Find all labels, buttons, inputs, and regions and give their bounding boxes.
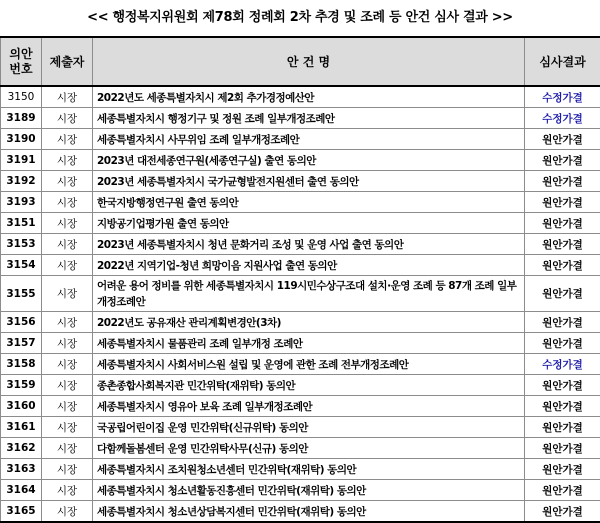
bill-number-cell: 3161 — [1, 417, 42, 438]
bill-title-cell: 국공립어린이집 운영 민간위탁(신규위탁) 동의안 — [93, 417, 525, 438]
result-cell: 원안가결 — [525, 171, 600, 192]
table-row — [1, 438, 600, 459]
result-cell: 원안가결 — [525, 333, 600, 354]
page-title: << 행정복지위원회 제78회 정례회 2차 추경 및 조례 등 안건 심사 결과 >> — [0, 0, 600, 36]
bill-number-cell: 3155 — [1, 276, 42, 312]
result-cell: 원안가결 — [525, 312, 600, 333]
result-cell: 원안가결 — [525, 276, 600, 312]
submitter-cell: 시장 — [42, 438, 93, 459]
bill-title-cell: 세종특별자치시 조치원청소년센터 민간위탁(재위탁) 동의안 — [93, 459, 525, 480]
submitter-cell: 시장 — [42, 213, 93, 234]
bill-number-cell: 3157 — [1, 333, 42, 354]
result-cell: 원안가결 — [525, 375, 600, 396]
bill-title-cell: 세종특별자치시 사무위임 조례 일부개정조례안 — [93, 129, 525, 150]
submitter-cell: 시장 — [42, 255, 93, 276]
bill-number-cell: 3160 — [1, 396, 42, 417]
result-cell: 원안가결 — [525, 480, 600, 501]
bill-number-cell: 3165 — [1, 501, 42, 523]
bill-number-cell: 3164 — [1, 480, 42, 501]
submitter-cell: 시장 — [42, 108, 93, 129]
bill-number-cell: 3153 — [1, 234, 42, 255]
table-row — [1, 459, 600, 480]
bill-title-cell: 세종특별자치시 청소년상담복지센터 민간위탁(재위탁) 동의안 — [93, 501, 525, 523]
bill-number-cell: 3159 — [1, 375, 42, 396]
submitter-cell: 시장 — [42, 501, 93, 523]
bill-number-cell: 3150 — [1, 86, 42, 108]
table-row — [1, 171, 600, 192]
result-cell: 원안가결 — [525, 150, 600, 171]
table-row — [1, 312, 600, 333]
table-row — [1, 213, 600, 234]
bill-number-cell: 3151 — [1, 213, 42, 234]
bill-number-cell: 3192 — [1, 171, 42, 192]
bill-title-cell: 세종특별자치시 물품관리 조례 일부개정 조례안 — [93, 333, 525, 354]
bill-title-cell: 어려운 용어 정비를 위한 세종특별자치시 119시민수상구조대 설치·운영 조례 등 87개 조례 일부개정조례안 — [93, 276, 525, 312]
bill-number-cell: 3162 — [1, 438, 42, 459]
result-cell: 원안가결 — [525, 459, 600, 480]
header-bill-number — [1, 37, 42, 86]
header-bill-number-line2: 번호 — [9, 62, 32, 76]
header-result: 심사결과 — [525, 37, 600, 86]
result-cell: 원안가결 — [525, 417, 600, 438]
table-row — [1, 234, 600, 255]
bill-number-cell: 3156 — [1, 312, 42, 333]
submitter-cell: 시장 — [42, 417, 93, 438]
submitter-cell: 시장 — [42, 480, 93, 501]
submitter-cell: 시장 — [42, 171, 93, 192]
bill-title-cell: 종촌종합사회복지관 민간위탁(재위탁) 동의안 — [93, 375, 525, 396]
table-row — [1, 150, 600, 171]
submitter-cell: 시장 — [42, 150, 93, 171]
result-cell: 원안가결 — [525, 213, 600, 234]
submitter-cell: 시장 — [42, 459, 93, 480]
result-cell: 수정가결 — [525, 108, 600, 129]
table-header-row — [1, 37, 600, 86]
submitter-cell: 시장 — [42, 234, 93, 255]
result-cell: 수정가결 — [525, 86, 600, 108]
header-bill-number-line1: 의안 — [9, 47, 32, 61]
result-cell: 원안가결 — [525, 255, 600, 276]
bill-title-cell: 2022년도 공유재산 관리계획변경안(3차) — [93, 312, 525, 333]
submitter-cell: 시장 — [42, 86, 93, 108]
header-submitter: 제출자 — [42, 37, 93, 86]
table-row — [1, 354, 600, 375]
result-cell: 원안가결 — [525, 234, 600, 255]
bill-number-cell: 3158 — [1, 354, 42, 375]
submitter-cell: 시장 — [42, 375, 93, 396]
submitter-cell: 시장 — [42, 333, 93, 354]
submitter-cell: 시장 — [42, 312, 93, 333]
bill-title-cell: 2023년 세종특별자치시 청년 문화거리 조성 및 운영 사업 출연 동의안 — [93, 234, 525, 255]
bill-title-cell: 세종특별자치시 영유아 보육 조례 일부개정조례안 — [93, 396, 525, 417]
table-row — [1, 375, 600, 396]
submitter-cell: 시장 — [42, 276, 93, 312]
table-row — [1, 396, 600, 417]
result-cell: 수정가결 — [525, 354, 600, 375]
bill-number-cell: 3190 — [1, 129, 42, 150]
table-row — [1, 417, 600, 438]
bill-title-cell: 한국지방행정연구원 출연 동의안 — [93, 192, 525, 213]
bill-number-cell: 3154 — [1, 255, 42, 276]
results-table — [0, 36, 600, 523]
bill-title-cell: 다함께돌봄센터 운영 민간위탁사무(신규) 동의안 — [93, 438, 525, 459]
bill-title-cell: 2023년 세종특별자치시 국가균형발전지원센터 출연 동의안 — [93, 171, 525, 192]
result-cell: 원안가결 — [525, 501, 600, 523]
submitter-cell: 시장 — [42, 192, 93, 213]
bill-title-cell: 2022년 지역기업-청년 희망이음 지원사업 출연 동의안 — [93, 255, 525, 276]
table-row — [1, 276, 600, 312]
table-row — [1, 86, 600, 108]
submitter-cell: 시장 — [42, 354, 93, 375]
table-row — [1, 192, 600, 213]
bill-number-cell: 3191 — [1, 150, 42, 171]
bill-title-cell: 지방공기업평가원 출연 동의안 — [93, 213, 525, 234]
bill-title-cell: 2023년 대전세종연구원(세종연구실) 출연 동의안 — [93, 150, 525, 171]
bill-title-cell: 세종특별자치시 청소년활동진흥센터 민간위탁(재위탁) 동의안 — [93, 480, 525, 501]
bill-number-cell: 3163 — [1, 459, 42, 480]
bill-title-cell: 세종특별자치시 사회서비스원 설립 및 운영에 관한 조례 전부개정조례안 — [93, 354, 525, 375]
result-cell: 원안가결 — [525, 438, 600, 459]
result-cell: 원안가결 — [525, 192, 600, 213]
table-row — [1, 501, 600, 523]
result-cell: 원안가결 — [525, 396, 600, 417]
table-row — [1, 480, 600, 501]
result-cell: 원안가결 — [525, 129, 600, 150]
bill-title-cell: 세종특별자치시 행정기구 및 정원 조례 일부개정조례안 — [93, 108, 525, 129]
table-row — [1, 129, 600, 150]
table-row — [1, 108, 600, 129]
header-title: 안 건 명 — [93, 37, 525, 86]
table-body — [1, 86, 600, 522]
table-row — [1, 333, 600, 354]
submitter-cell: 시장 — [42, 396, 93, 417]
bill-number-cell: 3189 — [1, 108, 42, 129]
table-row — [1, 255, 600, 276]
bill-title-cell: 2022년도 세종특별자치시 제2회 추가경정예산안 — [93, 86, 525, 108]
submitter-cell: 시장 — [42, 129, 93, 150]
bill-number-cell: 3193 — [1, 192, 42, 213]
